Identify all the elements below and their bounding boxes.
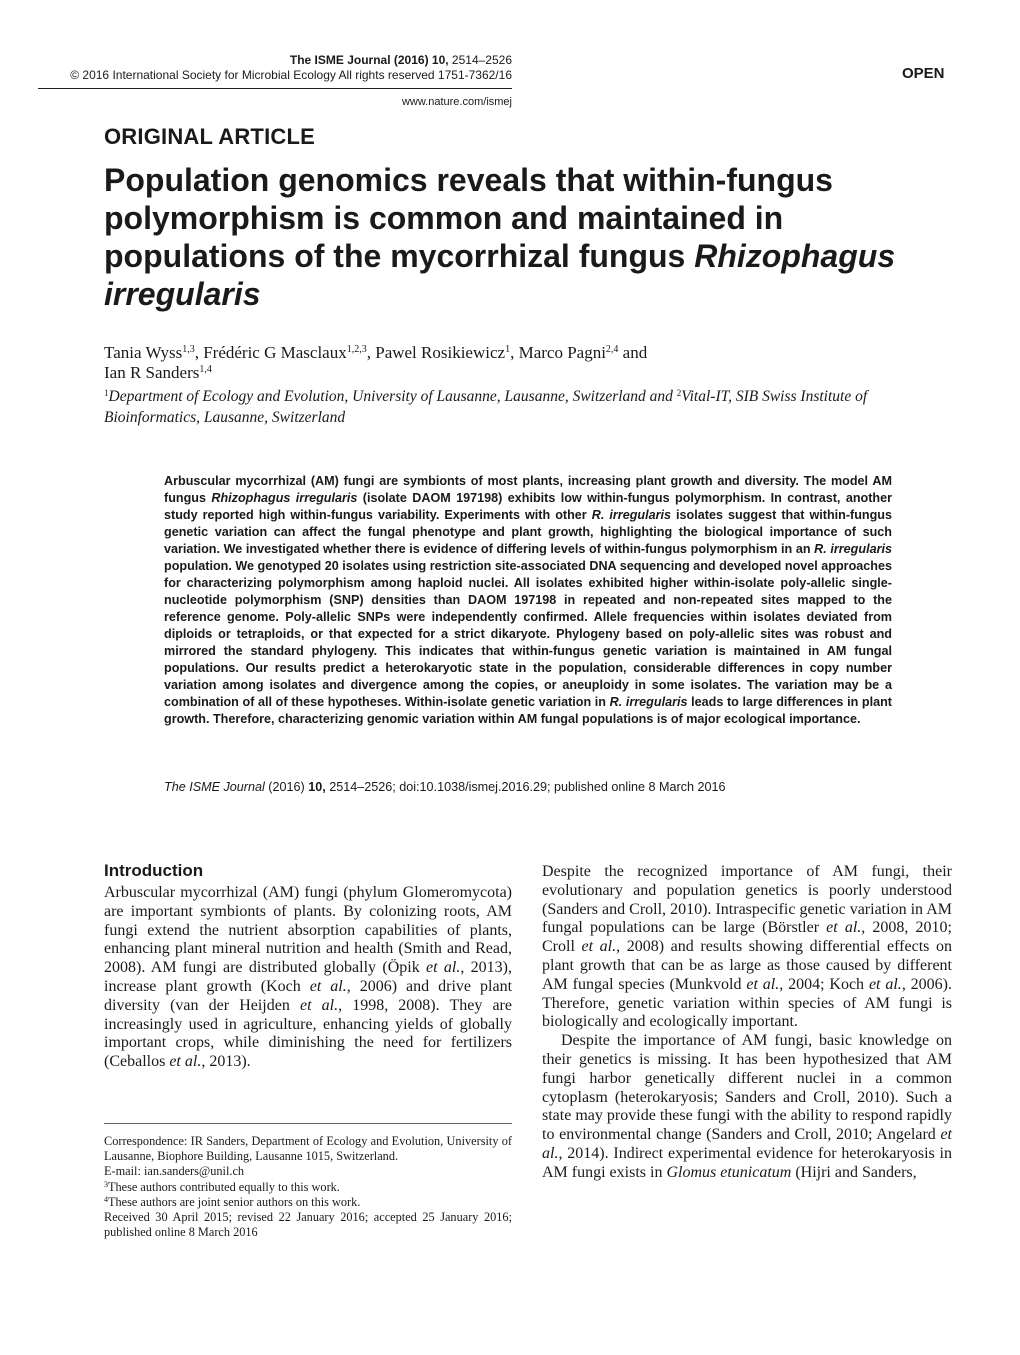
email-note[interactable]: E-mail: ian.sanders@unil.ch xyxy=(104,1164,245,1179)
copyright-line: © 2016 International Society for Microbial Ecology All rights reserved 1751-7362/16 xyxy=(70,68,512,82)
journal-pages: 2514–2526 xyxy=(448,53,512,67)
body-text: Despite the recognized importance of AM fungi, their evolutionary and population genetics is poorly understood (Sanders and Croll, 2010). Intraspecific genetic variation in AM fungal populations can be large (Börstler xyxy=(542,863,952,937)
author-name: Ian R Sanders xyxy=(104,363,200,382)
header-rule xyxy=(38,88,512,89)
body-italic: et al. xyxy=(299,996,339,1014)
body-text: Arbuscular mycorrhizal (AM) fungi (phylum Glomeromycota) are important symbionts of plants. By colonizing roots, AM fungi extend the nutrient absorption capabilities of plants, enhancing plant mineral nutrition and health (Smith and Read, 2008). AM fungi are distributed globally (Öpik xyxy=(104,884,512,977)
body-text: , 2008, 2010; Croll xyxy=(542,919,952,956)
author-list xyxy=(104,343,904,383)
abstract xyxy=(164,473,892,728)
body-italic: et al. xyxy=(826,919,862,937)
affiliations xyxy=(104,386,954,428)
author-conjunction: and xyxy=(618,343,648,362)
author-name: Tania Wyss xyxy=(104,343,183,362)
author-name: , Frédéric G Masclaux xyxy=(194,343,347,362)
abstract-text: Arbuscular mycorrhizal (AM) fungi are symbionts of most plants, increasing plant growth and diversity. The model AM fungus xyxy=(164,474,892,505)
section-heading-introduction: Introduction xyxy=(104,861,204,880)
body-text: (Hijri and Sanders, xyxy=(791,1163,917,1181)
body-text: , 2006). Therefore, genetic variation within species of AM fungi is biologically and ecologically important. xyxy=(542,975,953,1031)
body-text: , 2014). Indirect experimental evidence for heterokaryosis in AM fungi exists in xyxy=(542,1144,952,1181)
footnote-text: These authors are joint senior authors on this work. xyxy=(108,1194,361,1209)
citation-volume: 10, xyxy=(308,780,326,794)
left-column-text xyxy=(104,884,512,1072)
journal-citation-header xyxy=(290,53,512,67)
abstract-text: isolates suggest that within-fungus genetic variation can affect the fungal phenotype and plant growth, highlighting the biological importance of such variation. We investigated whether there is evidence of differing levels of within-fungus polymorphism in an xyxy=(164,508,892,556)
footnote-text: These authors contributed equally to this work. xyxy=(108,1179,340,1194)
citation-journal: The ISME Journal xyxy=(164,780,265,794)
body-italic: et al. xyxy=(868,975,902,993)
body-text: , 2008) and results showing differential effects on plant growth that can be as large as those caused by different AM fungal species (Munkvold xyxy=(542,938,952,993)
body-text: , 2013). xyxy=(201,1053,251,1071)
body-italic: et al. xyxy=(309,977,347,995)
body-text: , 2013), increase plant growth (Koch xyxy=(104,959,513,995)
body-text: , 2004; Koch xyxy=(779,975,869,993)
citation-year: (2016) xyxy=(264,780,309,794)
body-italic: Glomus etunicatum xyxy=(666,1163,792,1181)
footnote-rule xyxy=(104,1123,512,1124)
affiliation-text: Department of Ecology and Evolution, University of Lausanne, Lausanne, Switzerland and xyxy=(108,388,677,405)
abstract-species: R. irregularis xyxy=(591,508,672,522)
body-text: , 2006) and drive plant diversity (van der Heijden xyxy=(104,977,513,1014)
abstract-text: leads to large differences in plant growth. Therefore, characterizing genomic variation within AM fungal populations is of major ecological importance. xyxy=(164,695,892,726)
body-italic: et al. xyxy=(542,1126,952,1162)
paragraph xyxy=(542,863,952,1032)
body-text: Despite the importance of AM fungi, basic knowledge on their genetics is missing. It has been hypothesized that AM fungi harbor genetically different nuclei in a common cytoplasm (heterokaryosis; Sanders and Croll, 2010). Such a state may provide these fungi with the ability to respond rapidly to environmental change (Sanders and Croll, 2010; Angelard xyxy=(542,1032,952,1144)
affiliation-marker: 2 xyxy=(676,388,682,398)
author-affiliation-marker: 1,2,3 xyxy=(346,344,367,355)
paragraph xyxy=(542,1032,952,1182)
right-column-text xyxy=(542,863,952,1183)
footnote-marker: 4 xyxy=(104,1194,108,1204)
footnotes xyxy=(104,1134,512,1240)
author-affiliation-marker: 1 xyxy=(505,344,511,355)
footnote-4 xyxy=(104,1195,512,1210)
affiliation-marker: 1 xyxy=(104,388,109,398)
abstract-citation xyxy=(164,779,892,796)
body-italic: et al. xyxy=(169,1053,202,1071)
citation-details[interactable]: 2514–2526; doi:10.1038/ismej.2016.29; published online 8 March 2016 xyxy=(325,780,726,794)
footnote-marker: 3 xyxy=(104,1179,108,1189)
author-affiliation-marker: 2,4 xyxy=(605,344,619,355)
abstract-species: Rhizophagus irregularis xyxy=(211,491,358,505)
abstract-text: population. We genotyped 20 isolates using restriction site-associated DNA sequencing and developed novel approaches for characterizing polymorphism among haploid nuclei. All isolates exhibited higher within-isolate poly-allelic single-nucleotide polymorphism (SNP) densities than DAOM 197198 in repeated and non-repeated sites mapped to the reference genome. Poly-allelic SNPs were independently confirmed. Allele frequencies within isolates deviated from diploids or tetraploids, or that expected for a strict dikaryote. Phylogeny based on poly-allelic sites was robust and mirrored the standard phylogeny. This indicates that within-fungus genetic variation is maintained in AM fungal populations. Our results predict a heterokaryotic state in the population, considerable differences in copy number variation among isolates and divergence among the copies, or aneuploidy in some isolates. The variation may be a combination of all of these hypotheses. Within-isolate genetic variation in xyxy=(164,559,892,709)
body-italic: et al. xyxy=(581,938,617,956)
footnote-3 xyxy=(104,1180,512,1195)
abstract-species: R. irregularis xyxy=(609,695,688,709)
article-type: ORIGINAL ARTICLE xyxy=(104,124,315,149)
title-species: Rhizophagus irregularis xyxy=(104,238,896,312)
correspondence-note: Correspondence: IR Sanders, Department of Ecology and Evolution, University of Lausanne, Biophore Building, Lausanne 1015, Switzerland. xyxy=(104,1134,512,1164)
abstract-species: R. irregularis xyxy=(814,542,892,556)
journal-url[interactable]: www.nature.com/ismej xyxy=(401,96,512,108)
open-access-label: OPEN xyxy=(902,65,945,82)
body-italic: et al. xyxy=(746,975,780,993)
paragraph xyxy=(104,884,512,1072)
title-main: Population genomics reveals that within-fungus polymorphism is common and maintained in populations of the mycorrhizal fungus xyxy=(104,162,833,274)
author-affiliation-marker: 1,3 xyxy=(182,344,195,355)
author-affiliation-marker: 1,4 xyxy=(199,364,212,375)
affiliation-text: Vital-IT, SIB Swiss Institute of Bioinformatics, Lausanne, Switzerland xyxy=(104,388,868,426)
body-text: , 1998, 2008). They are increasingly used in agriculture, enhancing yields of globally important crops, while diminishing the need for fertilizers (Ceballos xyxy=(104,996,512,1071)
journal-name: The ISME Journal (2016) 10, xyxy=(289,53,449,67)
paper-title xyxy=(104,161,964,313)
body-italic: et al. xyxy=(426,959,461,977)
received-dates: Received 30 April 2015; revised 22 January 2016; accepted 25 January 2016; published online 8 March 2016 xyxy=(104,1210,512,1240)
author-name: , Marco Pagni xyxy=(510,343,606,362)
author-name: , Pawel Rosikiewicz xyxy=(366,343,506,362)
abstract-text: (isolate DAOM 197198) exhibits low within-fungus polymorphism. In contrast, another study reported high within-fungus variability. Experiments with other xyxy=(164,491,892,522)
